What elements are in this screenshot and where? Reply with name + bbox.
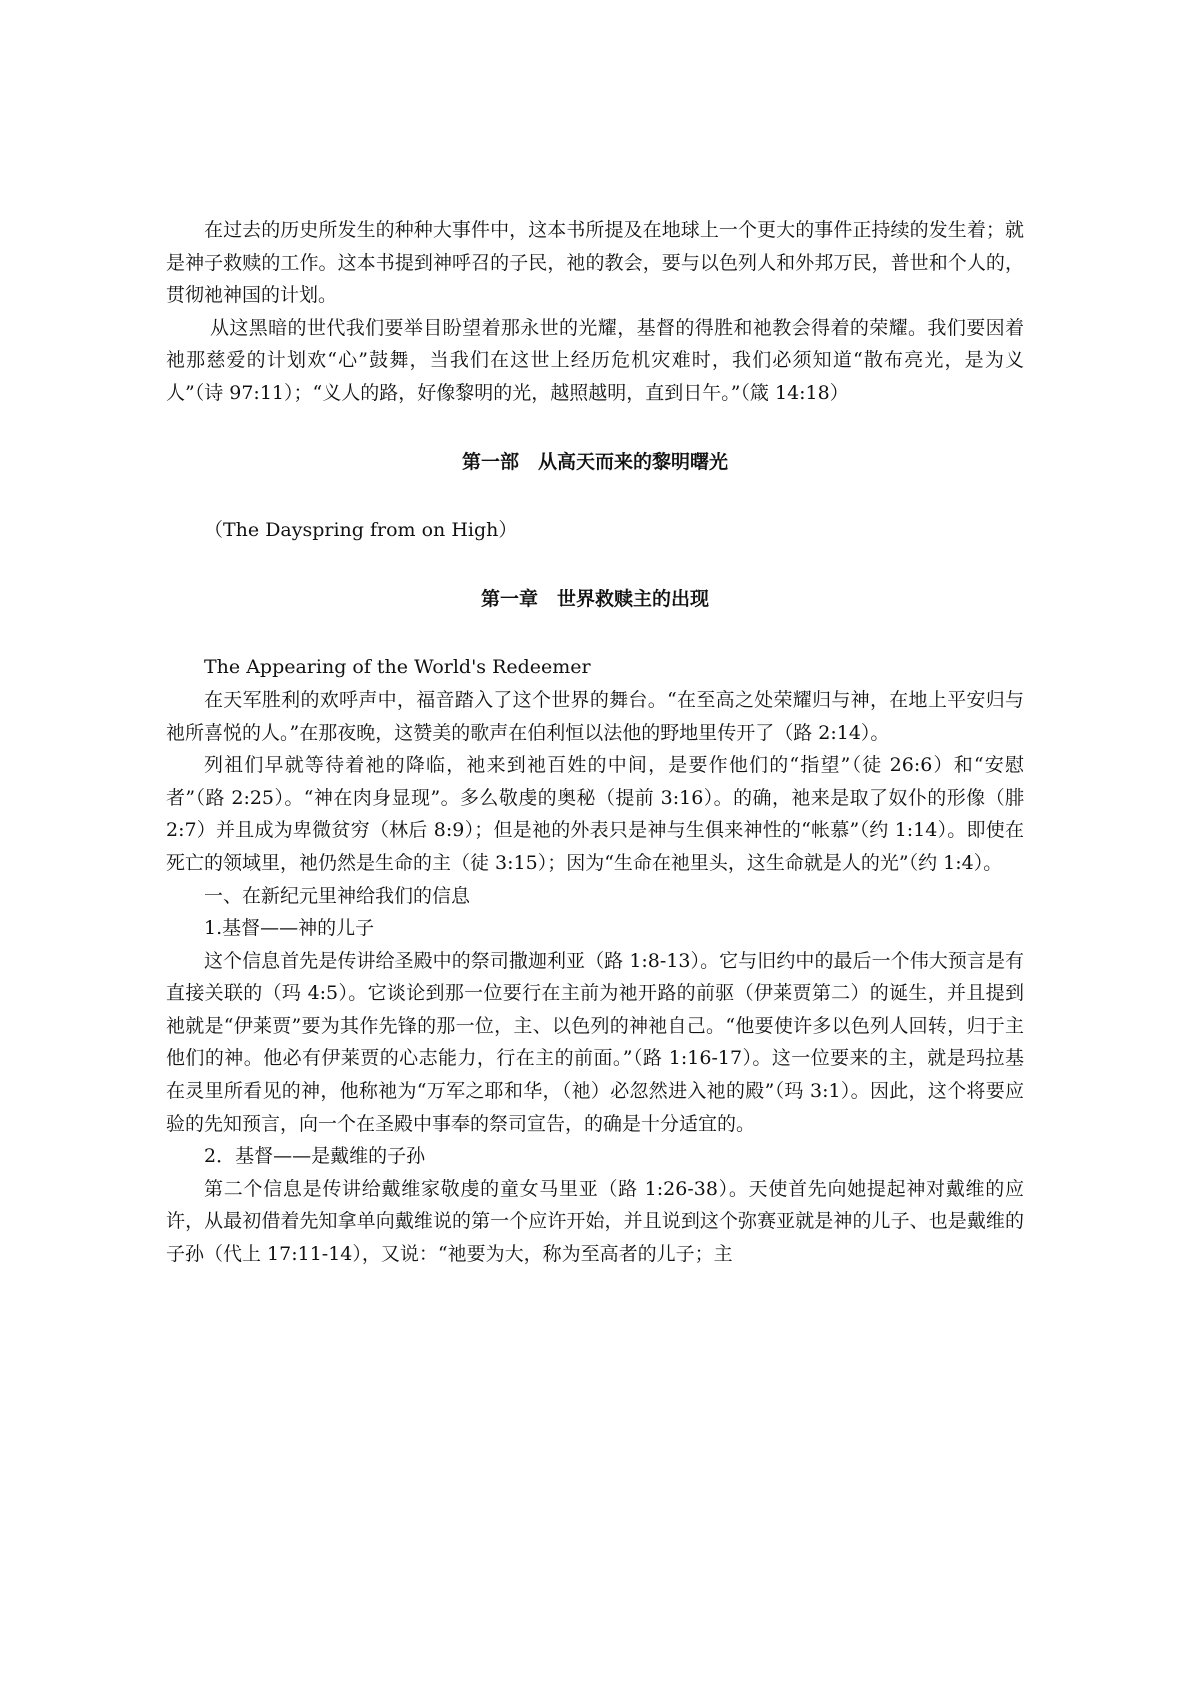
- chapter-title: 第一章 世界救赎主的出现: [480, 587, 709, 610]
- subsection-heading-2: 2．基督——是戴维的子孙: [204, 1145, 426, 1168]
- part-title: 第一部 从高天而来的黎明曙光: [461, 450, 728, 473]
- intro-paragraph-1: 在过去的历史所发生的种种大事件中，这本书所提及在地球上一个更大的事件正持续的发生着；就是神子救赎的工作。这本书提到神呼召的子民，祂的教会，要与以色列人和外邦万民，普世和个人的，贯彻祂神国的计划。: [166, 219, 1024, 307]
- document-page: [166, 214, 1024, 1271]
- intro-paragraph-2: 从这黑暗的世代我们要举目盼望着那永世的光耀，基督的得胜和祂教会得着的荣耀。我们要因着祂那慈爱的计划欢“心”鼓舞，当我们在这世上经历危机灾难时，我们必须知道“散布亮光，是为义人”（诗 97:11）；“义人的路，好像黎明的光，越照越明，直到日午。”（箴 14:18）: [166, 316, 1024, 404]
- section-heading-1: 一、在新纪元里神给我们的信息: [204, 884, 471, 907]
- body-paragraph-1: 在天军胜利的欢呼声中，福音踏入了这个世界的舞台。“在至高之处荣耀归与神，在地上平安归与祂所喜悦的人。”在那夜晚，这赞美的歌声在伯利恒以法他的野地里传开了（路 2:14）。: [166, 688, 1024, 744]
- part-subtitle-english: （The Dayspring from on High）: [204, 519, 518, 542]
- body-paragraph-2: 列祖们早就等待着祂的降临，祂来到祂百姓的中间，是要作他们的“指望”（徒 26:6）和“安慰者”（路 2:25）。“神在肉身显现”。多么敬虔的奥秘（提前 3:16）。的确，祂来是取了奴仆的形像（腓 2:7）并且成为卑微贫穷（林后 8:9）；但是祂的外表只是神与生俱来神性的“帐慕”（约 1:14）。即使在死亡的领域里，祂仍然是生命的主（徒 3:15）；因为“生命在祂里头，这生命就是人的光”（约 1:4）。: [166, 754, 1024, 874]
- chapter-title-english: The Appearing of the World's Redeemer: [204, 656, 591, 679]
- subsection-heading-1: 1.基督——神的儿子: [204, 917, 375, 940]
- body-paragraph-4: 第二个信息是传讲给戴维家敬虔的童女马里亚（路 1:26-38）。天使首先向她提起神对戴维的应许，从最初借着先知拿单向戴维说的第一个应许开始，并且说到这个弥赛亚就是神的儿子、也是戴维的子孙（代上 17:11-14），又说：“祂要为大，称为至高者的儿子；主: [166, 1177, 1024, 1266]
- body-paragraph-3: 这个信息首先是传讲给圣殿中的祭司撒迦利亚（路 1:8-13）。它与旧约中的最后一个伟大预言是有直接关联的（玛 4:5）。它谈论到那一位要行在主前为祂开路的前驱（伊莱贾第二）的诞生，并且提到祂就是“伊莱贾”要为其作先锋的那一位，主、以色列的神祂自己。“他要使许多以色列人回转，归于主他们的神。他必有伊莱贾的心志能力，行在主的前面。”（路 1:16-17）。这一位要来的主，就是玛拉基在灵里所看见的神，他称祂为“万军之耶和华，（祂）必忽然进入祂的殿”（玛 3:1）。因此，这个将要应验的先知预言，向一个在圣殿中事奉的祭司宣告，的确是十分适宜的。: [166, 949, 1024, 1135]
